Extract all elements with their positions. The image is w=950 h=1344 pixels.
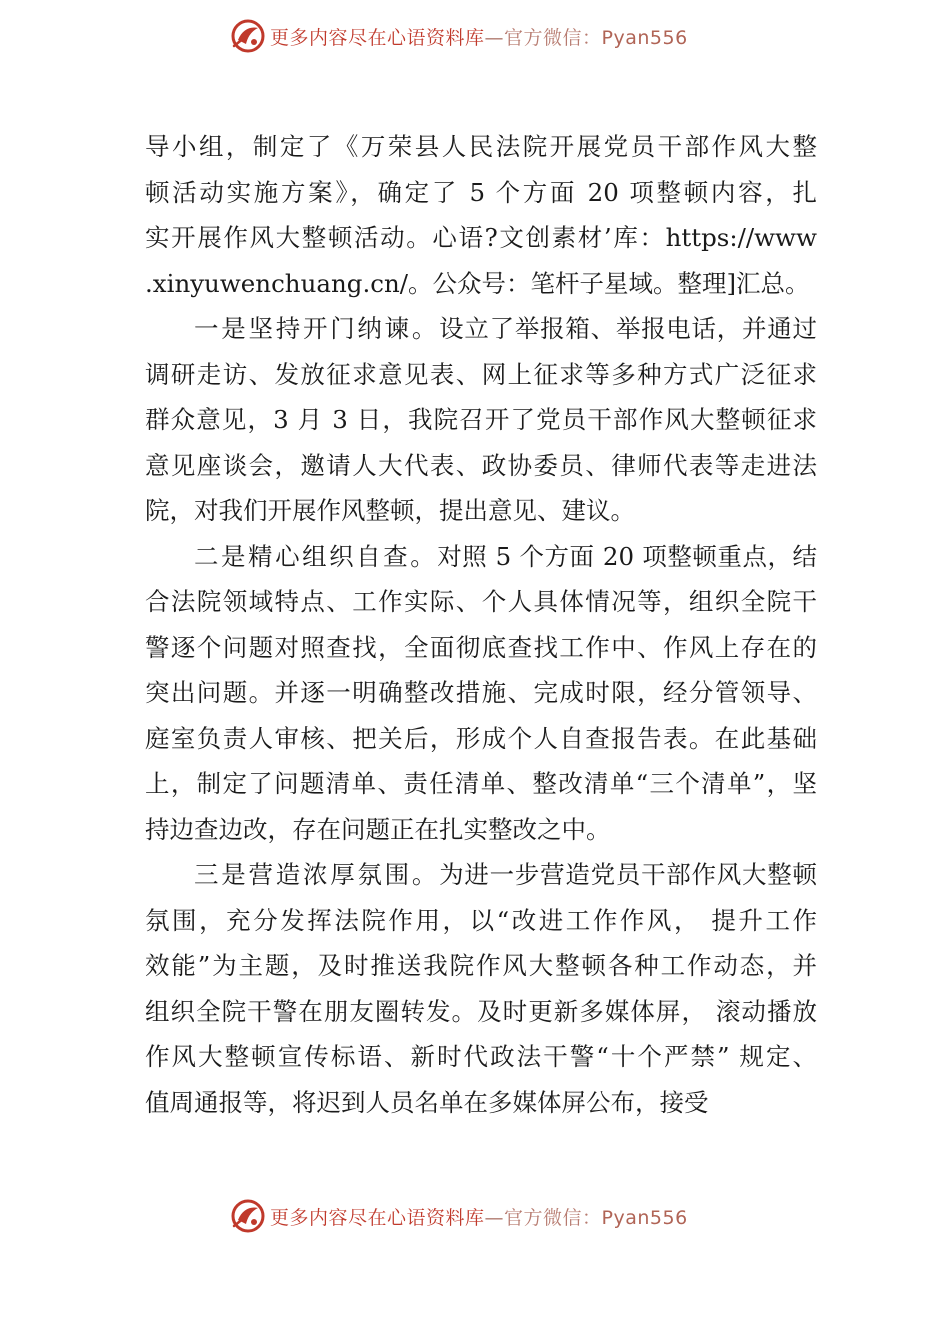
text-fragment: 为进一步营造党员干部作风大整顿 (439, 860, 817, 889)
text-line: 氛围，充分发挥法院作用，以“改进工作作风， 提升工作 (145, 905, 817, 935)
header-banner-wechat-label: 官方微信： (504, 26, 602, 49)
text-fragment: 设立了举报箱、举报电话，并通过 (439, 314, 817, 343)
text-line: 警逐个问题对照查找，全面彻底查找工作中、作风上存在的 (145, 632, 817, 662)
text-line: 组织全院干警在朋友圈转发。及时更新多媒体屏， 滚动播放 (145, 996, 817, 1026)
text-line: 合法院领域特点、工作实际、个人具体情况等，组织全院干 (145, 587, 817, 616)
text-line: 持边查边改，存在问题正在扎实整改之中。 (145, 814, 611, 844)
text-line: 调研走访、发放征求意见表、网上征求等多种方式广泛征求 (145, 359, 817, 389)
text-line: 突出问题。并逐一明确整改措施、完成时限，经分管领导、 (145, 678, 817, 707)
header-banner-separator: — (484, 26, 505, 49)
text-line: 上，制定了问题清单、责任清单、整改清单“三个清单”，坚 (145, 769, 817, 798)
text-line: 群众意见，3 月 3 日，我院召开了党员干部作风大整顿征求 (145, 405, 817, 434)
footer-banner-main: 更多内容尽在心语资料库 (270, 1206, 485, 1229)
header-banner-main: 更多内容尽在心语资料库 (270, 26, 485, 49)
text-line: 效能”为主题，及时推送我院作风大整顿各种工作动态，并 (145, 951, 817, 980)
paragraph-first-line (145, 306, 817, 352)
text-line: 值周通报等，将迟到人员名单在多媒体屏公布，接受 (145, 1087, 709, 1117)
footer-banner[interactable] (228, 1196, 688, 1236)
text-line: 顿活动实施方案》，确定了 5 个方面 20 项整顿内容，扎 (145, 177, 817, 207)
footer-banner-text (270, 1203, 688, 1230)
header-banner-text (270, 23, 688, 50)
footer-banner-wechat-id: Pyan556 (601, 1206, 688, 1229)
library-logo-icon (228, 1196, 268, 1236)
text-line: 实开展作风大整顿活动。心语?文创素材’库：https://www (145, 223, 817, 252)
text-line: 院，对我们开展作风整顿，提出意见、建议。 (145, 496, 635, 525)
paragraph-first-line (145, 852, 817, 898)
text-line: 导小组，制定了《万荣县人民法院开展党员干部作风大整 (145, 132, 817, 161)
paragraph-lead: 一是坚持开门纳谏。 (194, 314, 440, 343)
text-line: 作风大整顿宣传标语、新时代政法干警“十个严禁” 规定、 (145, 1042, 817, 1071)
header-banner-wechat-id: Pyan556 (601, 26, 688, 49)
footer-banner-separator: — (484, 1206, 505, 1229)
document-body (145, 124, 817, 1125)
text-line: 意见座谈会，邀请人大代表、政协委员、律师代表等走进法 (145, 450, 817, 480)
header-banner[interactable] (228, 16, 688, 56)
library-logo-icon (228, 16, 268, 56)
text-line: 庭室负责人审核、把关后，形成个人自查报告表。在此基础 (145, 723, 817, 753)
footer-banner-wechat-label: 官方微信： (504, 1206, 602, 1229)
text-line: .xinyuwenchuang.cn/。公众号：笔杆子星域。整理]汇总。 (145, 268, 810, 298)
paragraph-lead: 三是营造浓厚氛围。 (194, 860, 440, 889)
text-fragment: 对照 5 个方面 20 项整顿重点，结 (437, 541, 817, 571)
paragraph-lead: 二是精心组织自查。 (194, 541, 438, 571)
paragraph-first-line (145, 534, 817, 580)
